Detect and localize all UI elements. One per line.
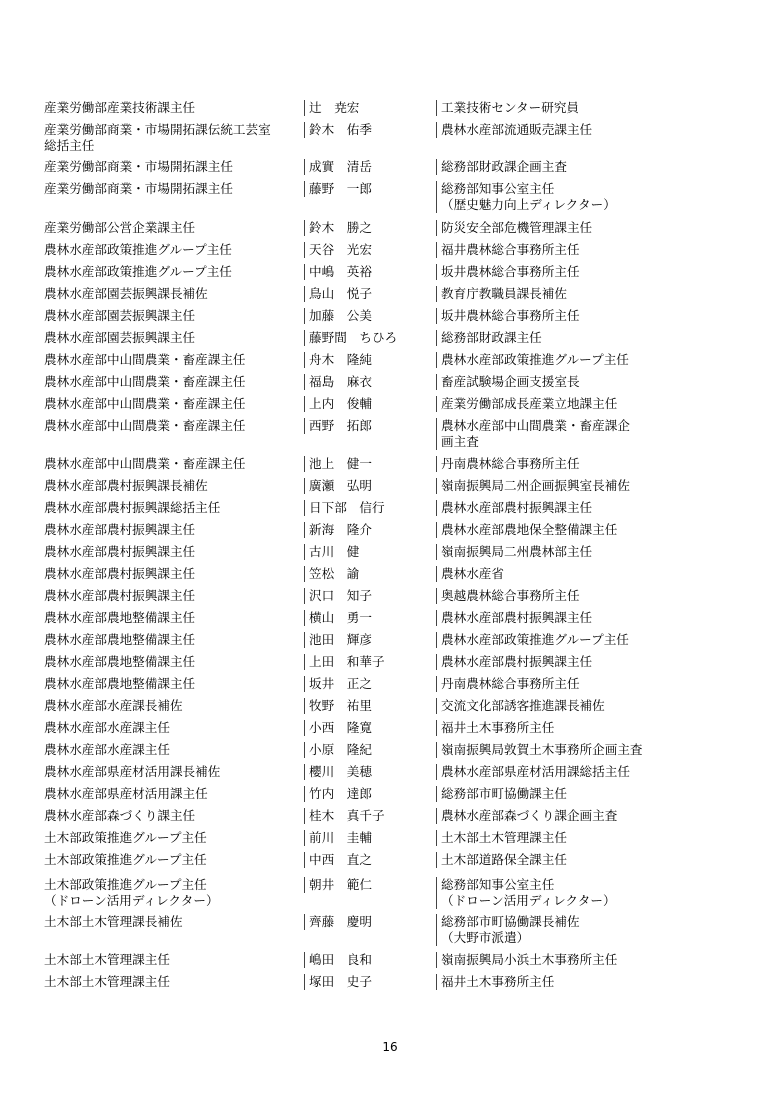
previous-post: 農林水産部農地整備課主任 — [44, 676, 196, 691]
person-name: 前川 圭輔 — [304, 830, 435, 846]
previous-post: 農林水産部水産課長補佐 — [44, 698, 183, 713]
new-post: 防災安全部危機管理課主任 — [436, 220, 741, 236]
new-post: 農林水産部森づくり課企画主査 — [436, 808, 741, 824]
person-name: 福島 麻衣 — [304, 374, 435, 390]
previous-post: 農林水産部農村振興課主任 — [44, 522, 196, 537]
new-post: 総務部財政課企画主査 — [436, 159, 741, 175]
new-post: 総務部知事公室主任 （ドローン活用ディレクター） — [436, 877, 741, 909]
previous-post: 農林水産部水産課主任 — [44, 742, 170, 757]
previous-post: 産業労働部商業・市場開拓課伝統工芸室 総括主任 — [44, 122, 271, 153]
new-post: 農林水産部農村振興課主任 — [436, 654, 741, 670]
previous-post: 農林水産部県産材活用課長補佐 — [44, 764, 221, 779]
new-post: 嶺南振興局小浜土木事務所主任 — [436, 952, 741, 968]
previous-post: 農林水産部農村振興課主任 — [44, 544, 196, 559]
person-name: 舟木 隆純 — [304, 352, 435, 368]
new-post: 産業労働部成長産業立地課主任 — [436, 396, 741, 412]
person-name: 鳥山 悦子 — [304, 286, 435, 302]
previous-post: 農林水産部農村振興課主任 — [44, 566, 196, 581]
person-name: 藤野 一郎 — [304, 181, 435, 197]
previous-post: 農林水産部農地整備課主任 — [44, 632, 196, 647]
new-post: 土木部道路保全課主任 — [436, 852, 741, 868]
person-name: 小西 隆寛 — [304, 720, 435, 736]
person-name: 櫻川 美穂 — [304, 764, 435, 780]
person-name: 桂木 真千子 — [304, 808, 435, 824]
person-name: 笠松 諭 — [304, 566, 435, 582]
person-name: 牧野 祐里 — [304, 698, 435, 714]
person-name: 辻 尭宏 — [304, 100, 435, 116]
person-name: 小原 隆紀 — [304, 742, 435, 758]
new-post: 嶺南振興局二州企画振興室長補佐 — [436, 478, 741, 494]
person-name: 廣瀬 弘明 — [304, 478, 435, 494]
person-name: 朝井 範仁 — [304, 877, 435, 893]
new-post: 交流文化部誘客推進課長補佐 — [436, 698, 741, 714]
previous-post: 農林水産部政策推進グループ主任 — [44, 242, 232, 257]
person-name: 上内 俊輔 — [304, 396, 435, 412]
previous-post: 農林水産部農村振興課長補佐 — [44, 478, 208, 493]
new-post: 農林水産部流通販売課主任 — [436, 122, 741, 138]
previous-post: 土木部政策推進グループ主任 — [44, 852, 207, 867]
new-post: 嶺南振興局敦賀土木事務所企画主査 — [436, 742, 741, 758]
new-post: 丹南農林総合事務所主任 — [436, 676, 741, 692]
person-name: 池上 健一 — [304, 456, 435, 472]
new-post: 総務部財政課主任 — [436, 330, 741, 346]
person-name: 藤野間 ちひろ — [304, 330, 435, 346]
person-name: 嶋田 良和 — [304, 952, 435, 968]
previous-post: 農林水産部中山間農業・畜産課主任 — [44, 374, 246, 389]
person-name: 加藤 公美 — [304, 308, 435, 324]
person-name: 竹内 達郎 — [304, 786, 435, 802]
new-post: 農林水産部中山間農業・畜産課企 画主査 — [436, 418, 741, 450]
person-name: 西野 拓郎 — [304, 418, 435, 434]
previous-post: 農林水産部中山間農業・畜産課主任 — [44, 456, 246, 471]
previous-post: 農林水産部農村振興課主任 — [44, 588, 196, 603]
new-post: 教育庁教職員課長補佐 — [436, 286, 741, 302]
new-post: 嶺南振興局二州農林部主任 — [436, 544, 741, 560]
previous-post: 農林水産部園芸振興課主任 — [44, 308, 196, 323]
new-post: 総務部知事公室主任 （歴史魅力向上ディレクター） — [436, 181, 741, 213]
previous-post: 産業労働部商業・市場開拓課主任 — [44, 159, 233, 174]
person-name: 坂井 正之 — [304, 676, 435, 692]
previous-post: 農林水産部農地整備課主任 — [44, 610, 196, 625]
new-post: 畜産試験場企画支援室長 — [436, 374, 741, 390]
new-post: 福井農林総合事務所主任 — [436, 242, 741, 258]
person-name: 中嶋 英裕 — [304, 264, 435, 280]
new-post: 工業技術センター研究員 — [436, 100, 741, 116]
new-post: 総務部市町協働課主任 — [436, 786, 741, 802]
previous-post: 農林水産部園芸振興課主任 — [44, 330, 196, 345]
person-name: 日下部 信行 — [304, 500, 435, 516]
previous-post: 農林水産部森づくり課主任 — [44, 808, 196, 823]
new-post: 農林水産部県産材活用課総括主任 — [436, 764, 741, 780]
person-name: 鈴木 勝之 — [304, 220, 435, 236]
person-name: 横山 勇一 — [304, 610, 435, 626]
previous-post: 産業労働部商業・市場開拓課主任 — [44, 181, 233, 196]
person-name: 天谷 光宏 — [304, 242, 435, 258]
person-name: 古川 健 — [304, 544, 435, 560]
previous-post: 農林水産部中山間農業・畜産課主任 — [44, 352, 246, 367]
new-post: 土木部土木管理課主任 — [436, 830, 741, 846]
previous-post: 産業労働部公営企業課主任 — [44, 220, 196, 235]
new-post: 福井土木事務所主任 — [436, 974, 741, 990]
person-name: 中西 直之 — [304, 852, 435, 868]
person-name: 池田 輝彦 — [304, 632, 435, 648]
previous-post: 農林水産部政策推進グループ主任 — [44, 264, 232, 279]
person-name: 新海 隆介 — [304, 522, 435, 538]
previous-post: 産業労働部産業技術課主任 — [44, 100, 196, 115]
person-name: 塚田 史子 — [304, 974, 435, 990]
previous-post: 農林水産部中山間農業・畜産課主任 — [44, 418, 246, 433]
new-post: 総務部市町協働課長補佐 （大野市派遣） — [436, 914, 741, 946]
person-name: 齊藤 慶明 — [304, 914, 435, 930]
person-name: 鈴木 佑季 — [304, 122, 435, 138]
previous-post: 農林水産部農村振興課総括主任 — [44, 500, 221, 515]
previous-post: 農林水産部中山間農業・畜産課主任 — [44, 396, 246, 411]
previous-post: 土木部土木管理課長補佐 — [44, 914, 183, 929]
new-post: 丹南農林総合事務所主任 — [436, 456, 741, 472]
person-name: 成實 清岳 — [304, 159, 435, 175]
previous-post: 土木部土木管理課主任 — [44, 952, 170, 967]
person-name: 上田 和華子 — [304, 654, 435, 670]
new-post: 坂井農林総合事務所主任 — [436, 264, 741, 280]
new-post: 奥越農林総合事務所主任 — [436, 588, 741, 604]
new-post: 農林水産部農地保全整備課主任 — [436, 522, 741, 538]
new-post: 農林水産部政策推進グループ主任 — [436, 352, 741, 368]
previous-post: 土木部政策推進グループ主任 — [44, 830, 207, 845]
person-name: 沢口 知子 — [304, 588, 435, 604]
previous-post: 農林水産部県産材活用課主任 — [44, 786, 208, 801]
previous-post: 土木部政策推進グループ主任 （ドローン活用ディレクター） — [44, 877, 219, 908]
new-post: 農林水産部政策推進グループ主任 — [436, 632, 741, 648]
new-post: 農林水産省 — [436, 566, 741, 582]
new-post: 坂井農林総合事務所主任 — [436, 308, 741, 324]
previous-post: 土木部土木管理課主任 — [44, 974, 170, 989]
previous-post: 農林水産部農地整備課主任 — [44, 654, 196, 669]
new-post: 農林水産部農村振興課主任 — [436, 610, 741, 626]
previous-post: 農林水産部水産課主任 — [44, 720, 170, 735]
new-post: 福井土木事務所主任 — [436, 720, 741, 736]
page-number: 16 — [382, 1040, 398, 1054]
previous-post: 農林水産部園芸振興課長補佐 — [44, 286, 208, 301]
new-post: 農林水産部農村振興課主任 — [436, 500, 741, 516]
